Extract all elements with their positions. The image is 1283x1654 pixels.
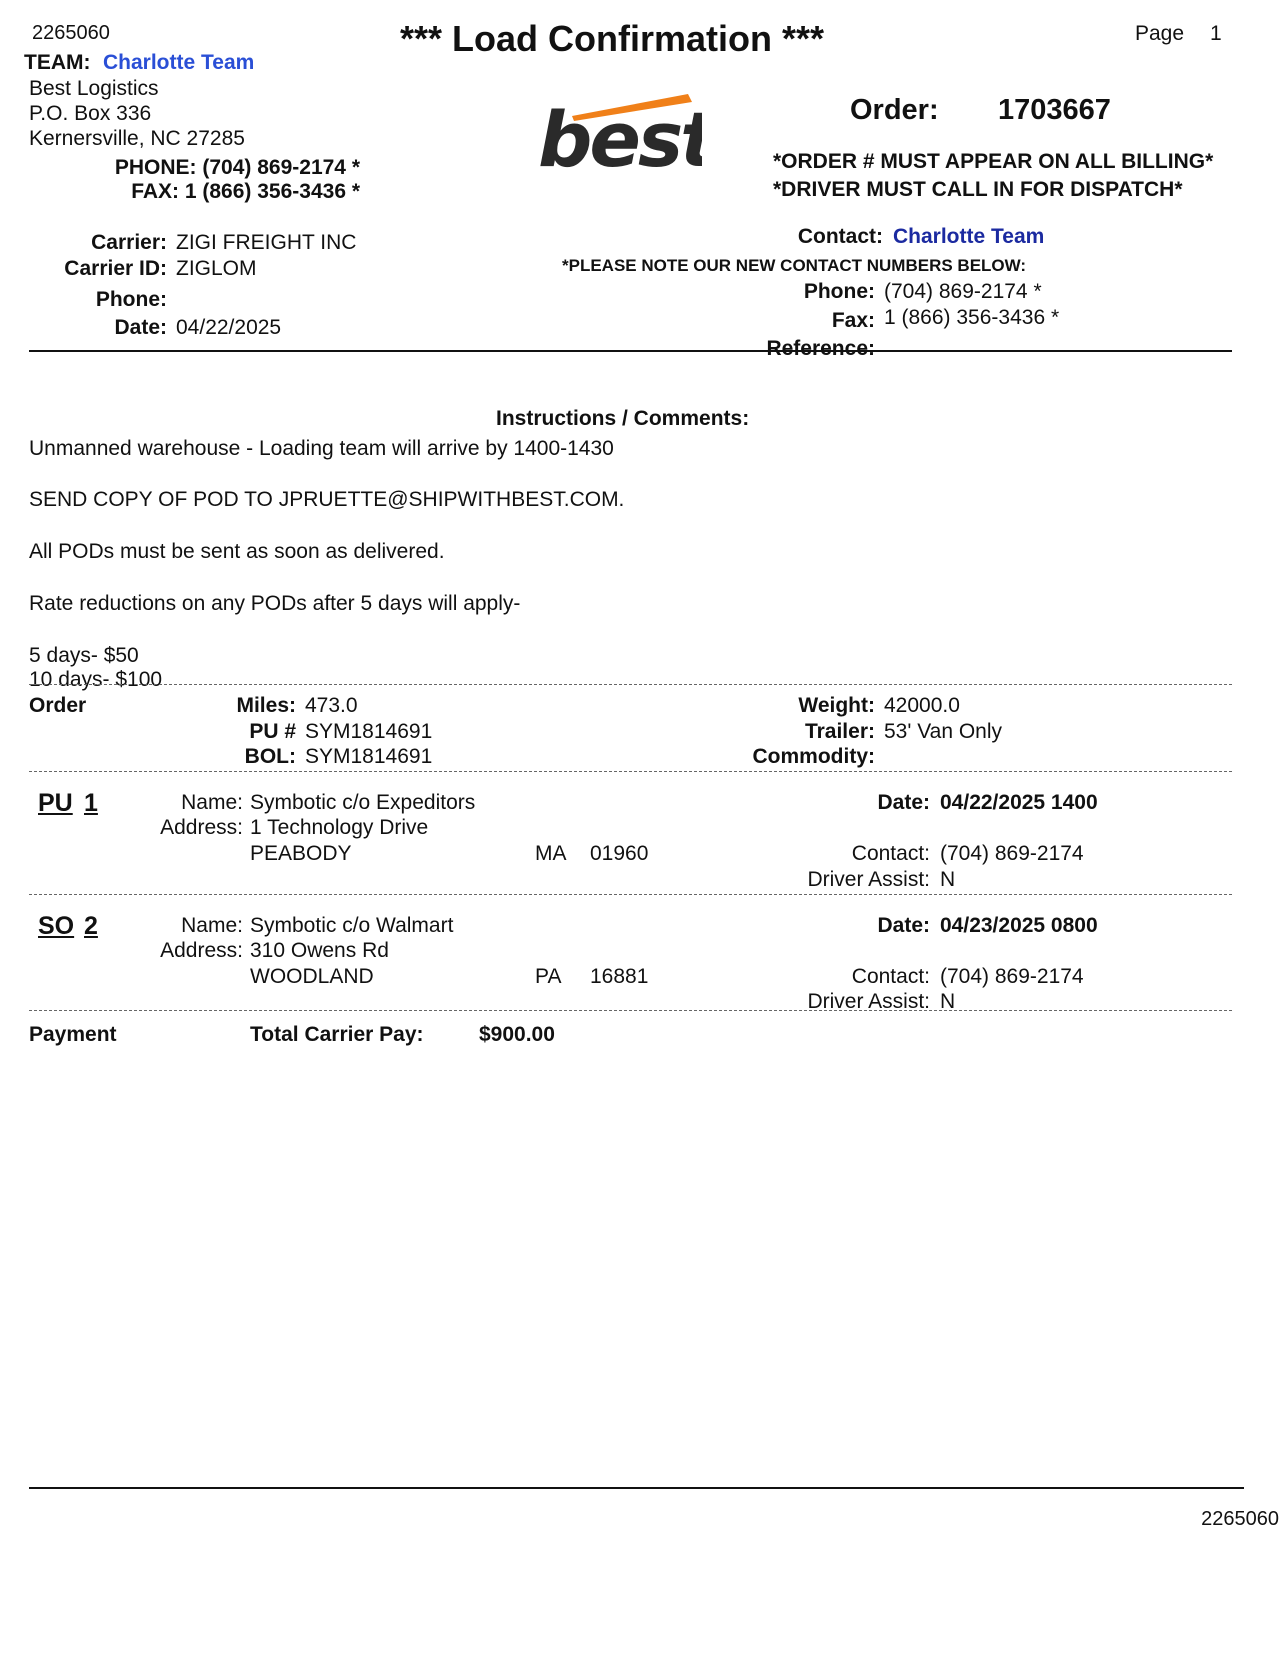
stop-contact-label: Contact: (851, 842, 930, 865)
notice-billing: *ORDER # MUST APPEAR ON ALL BILLING* (773, 150, 1214, 173)
stop-name-label: Name: (181, 914, 243, 937)
order-section-divider (29, 684, 1232, 685)
pu-number-value: SYM1814691 (305, 720, 433, 743)
stop-type: PU (38, 789, 73, 817)
stop-date: 04/22/2025 1400 (940, 791, 1098, 814)
miles-value: 473.0 (305, 694, 358, 717)
carrier-id-label: Carrier ID: (64, 257, 167, 280)
payment-divider (29, 1010, 1232, 1011)
contact-fax-value: 1 (866) 356-3436 * (884, 306, 1060, 329)
company-address-line-2: Kernersville, NC 27285 (29, 127, 245, 150)
stop-divider (29, 894, 1232, 895)
stops-divider (29, 771, 1232, 772)
contact-label: Contact: (797, 225, 883, 248)
instruction-line: SEND COPY OF POD TO JPRUETTE@SHIPWITHBEST.COM. (29, 488, 625, 511)
carrier-phone-label: Phone: (95, 288, 167, 311)
bol-value: SYM1814691 (305, 745, 433, 768)
stop-name: Symbotic c/o Expeditors (250, 791, 476, 814)
company-address-line-1: P.O. Box 336 (29, 102, 152, 125)
stop-zip: 16881 (590, 965, 649, 988)
commodity-label: Commodity: (752, 745, 875, 768)
contact-phone-value: (704) 869-2174 * (884, 280, 1042, 303)
stop-address: 1 Technology Drive (250, 816, 429, 839)
stop-address-label: Address: (160, 816, 243, 839)
stop-driver-assist: N (940, 990, 956, 1013)
instruction-line: Unmanned warehouse - Loading team will arrive by 1400-1430 (29, 437, 614, 460)
page-label: Page (1135, 22, 1185, 45)
stop-address-label: Address: (160, 939, 243, 962)
instruction-line: All PODs must be sent as soon as delivered. (29, 540, 445, 563)
total-carrier-pay-label: Total Carrier Pay: (250, 1023, 424, 1046)
bol-label: BOL: (244, 745, 296, 768)
weight-value: 42000.0 (884, 694, 960, 717)
contact-note: *PLEASE NOTE OUR NEW CONTACT NUMBERS BELOW: (562, 256, 1027, 275)
stop-date: 04/23/2025 0800 (940, 914, 1098, 937)
stop-city: WOODLAND (250, 965, 374, 988)
stop-state: PA (535, 965, 562, 988)
stop-state: MA (535, 842, 567, 865)
stop-date-label: Date: (877, 914, 930, 937)
miles-label: Miles: (236, 694, 296, 717)
page-title: *** Load Confirmation *** (400, 18, 825, 59)
payment-label: Payment (29, 1023, 117, 1046)
order-number: 1703667 (998, 94, 1111, 126)
order-label: Order: (850, 94, 939, 126)
company-fax: FAX: 1 (866) 356-3436 * (131, 180, 360, 203)
total-carrier-pay-value: $900.00 (479, 1023, 555, 1046)
contact-fax-label: Fax: (831, 309, 875, 332)
stop-contact: (704) 869-2174 (940, 965, 1084, 988)
page-number: 1 (1210, 22, 1222, 45)
team-label: TEAM: (24, 51, 91, 74)
contact-phone-label: Phone: (803, 280, 875, 303)
stop-number: 1 (84, 789, 98, 817)
stop-number: 2 (84, 912, 98, 940)
carrier-id-value: ZIGLOM (176, 257, 257, 280)
order-section-label: Order (29, 694, 87, 717)
carrier-value: ZIGI FREIGHT INC (176, 231, 357, 254)
carrier-date-label: Date: (114, 316, 167, 339)
reference-label: Reference: (766, 337, 875, 360)
stop-contact: (704) 869-2174 (940, 842, 1084, 865)
weight-label: Weight: (798, 694, 875, 717)
header-divider (29, 350, 1232, 352)
carrier-label: Carrier: (91, 231, 167, 254)
instruction-line: 5 days- $50 (29, 644, 139, 667)
stop-driver-assist: N (940, 868, 956, 891)
document-id: 2265060 (32, 22, 110, 44)
stop-name-label: Name: (181, 791, 243, 814)
stop-driver-assist-label: Driver Assist: (807, 990, 930, 1013)
carrier-date-value: 04/22/2025 (176, 316, 282, 339)
stop-contact-label: Contact: (851, 965, 930, 988)
footer-divider (29, 1487, 1244, 1489)
logo-wordmark: best (538, 95, 702, 170)
stop-driver-assist-label: Driver Assist: (807, 868, 930, 891)
stop-address: 310 Owens Rd (250, 939, 389, 962)
stop-zip: 01960 (590, 842, 649, 865)
notice-dispatch: *DRIVER MUST CALL IN FOR DISPATCH* (773, 178, 1183, 201)
stop-type: SO (38, 912, 75, 940)
best-logo-graphic (536, 90, 702, 170)
best-logo (536, 90, 702, 170)
trailer-value: 53' Van Only (884, 720, 1003, 743)
team-name: Charlotte Team (103, 51, 255, 74)
instructions-heading: Instructions / Comments: (496, 407, 750, 430)
footer-document-id: 2265060 (1201, 1508, 1279, 1530)
stop-date-label: Date: (877, 791, 930, 814)
stop-name: Symbotic c/o Walmart (250, 914, 454, 937)
contact-value: Charlotte Team (893, 225, 1045, 248)
pu-number-label: PU # (249, 720, 296, 743)
company-name: Best Logistics (29, 77, 159, 100)
stop-city: PEABODY (250, 842, 352, 865)
instruction-line: Rate reductions on any PODs after 5 days will apply- (29, 592, 521, 615)
company-phone: PHONE: (704) 869-2174 * (114, 156, 360, 179)
trailer-label: Trailer: (804, 720, 875, 743)
instruction-line: 10 days- $100 (29, 668, 163, 691)
